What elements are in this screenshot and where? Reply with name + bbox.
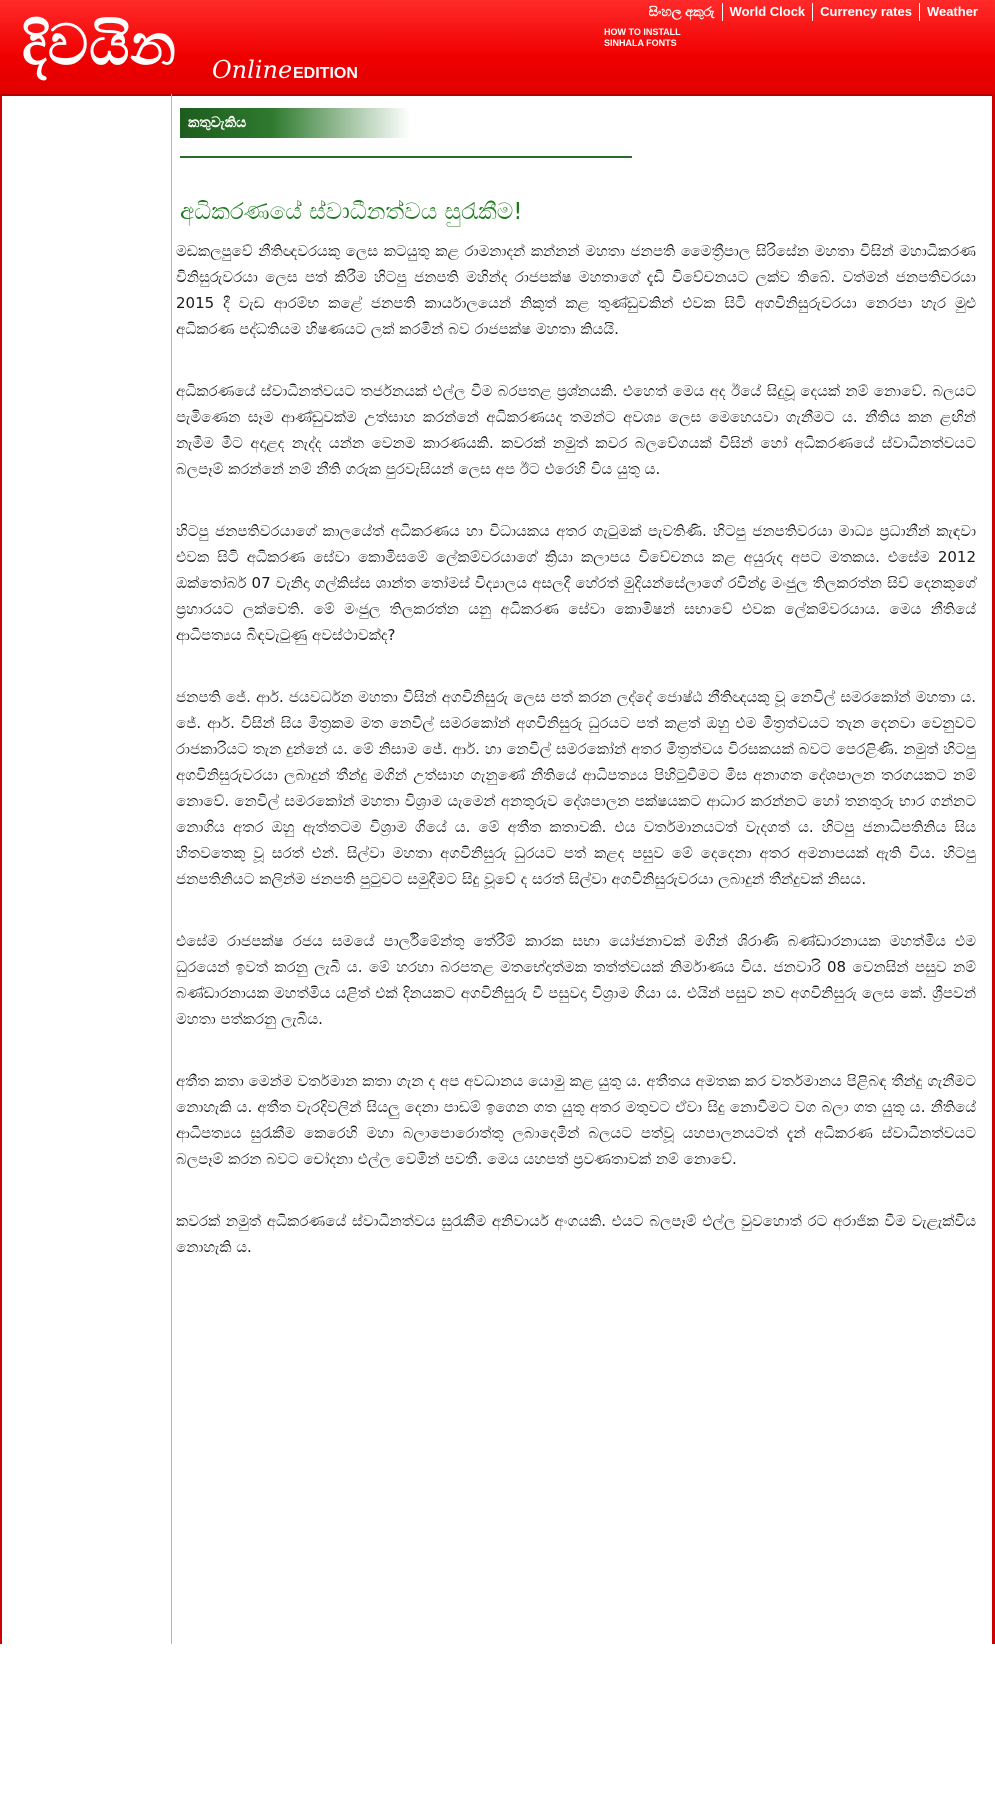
article-paragraph: ජනපති ජේ. ආර්. ජයවර්ධන මහතා විසින් අගවිනිසුරු ලෙස පත් කරන ලද්දේ ජොෂ්ඨ නීතිඥයකු වූ නෙවිල් සමරකෝන් මහතා ය. ජේ. ආර්. විසින් සිය මිත්‍රකම මත නෙවිල් සමරකෝන් අගවිනිසුරු ධුරයට පත් කළත් ඔහු එම මිත්‍රත්වයට තැන දෙනවා වෙනුවට රාජකාරියට තැන දුන්නේ ය. මේ නිසාම ජේ. ආර්. හා නෙවිල් සමරකෝන් අතර මිත්‍රත්වය විරසකයක් බවට පෙරළිණි. නමුත් හිටපු අගවිනිසුරුවරයා ලබාදුන් තීන්දු මගින් උත්සාහ ගැනුණේ නීතියේ ආධිපත්‍යය පිහිටුවීමට මිස අනාගත දේශපාලන තරගයකට නම් නොවේ. නෙවිල් සමරකෝන් මහතා විශ්‍රාම යැමෙන් අනතුරුව දේශපාලන පක්ෂයකට ආධාර කරන්නට හෝ තනතුරු භාර ගන්නට නොගිය අතර ඔහු ඇත්තටම විශ්‍රාම ගියේ ය. මේ අතීත කතාවකි. එය වර්තමානයටත් වැදගත් ය. හිටපු ජනාධිපතිනිය සිය හිතවතෙකු වූ සරත් එන්. සිල්වා මහතා අගවිනිසුරු ධුරයට පත් කළද පසුව මේ දෙදෙනා අතර අමනාපයක් ඇති විය. හිටපු ජනපතිනියට කලින්ම ජනපති පුටුවට සමුදීමට සිදු වූවේ ද සරත් සිල්වා අගවිනිසුරුවරයා ලබාදුන් තීන්දුවක් නිසය. [176,688,976,888]
section-tab [180,108,410,138]
top-nav [642,2,985,22]
article-paragraph: අතීත කතා මෙන්ම වර්තමාන කතා ගැන ද අප අවධානය යොමු කළ යුතු ය. අතීතය අමතක කර වර්තමානය පිළිබඳ තීන්දු ගැනීමට නොහැකි ය. අතීත වැරදිවලින් සියලු දෙනා පාඩම් ඉගෙන ගත යුතු අතර මතුවට ඒවා සිදු නොවීමට වග බලා ගත යුතු ය. නීතියේ ආධිපත්‍යය සුරැකීම කෙරෙහි මහා බලාපොරොත්තු ලබාදෙමින් බලයට පත්වූ යහපාලනයටත් දැන් අධිකරණ ස්වාධීනත්වයට බලපෑම් කරන බවට චෝදනා එල්ල වෙමින් පවතී. මෙය යහපත් ප්‍රවණතාවක් නම් නොවේ. [176,1072,976,1168]
article-paragraph: හිටපු ජනපතිවරයාගේ කාලයේත් අධිකරණය හා විධායකය අතර ගැටුමක් පැවතිණි. හිටපු ජනපතිවරයා මාධ්‍ය ප්‍රධානීන් කැඳවා එවක සිටි අධිකරණ සේවා කොමිසමේ ලේකම්වරයාගේ ක්‍රියා කලාපය විවේචනය කළ අයුරුද අපට මතකය. එසේම 2012 ඔක්තෝබර් 07 වැනිදා ගල්කිස්ස ශාන්ත තෝමස් විද්‍යාලය අසලදී හේරත් මුදියන්සේලාගේ රවීන්ද්‍ර මංජුල තිලකරත්න සිව් දෙනකුගේ ප්‍රහාරයට ලක්වෙති. මේ මංජුල තිලකරත්න යනු අධිකරණ සේවා කොමිෂන් සභාවේ එවක ලේකම්වරයාය. මෙය නීතියේ ආධිපත්‍යය බිඳවැටුණු අවස්ථාවක්ද? [176,522,976,644]
article-title: අධිකරණයේ ස්වාධීනත්වය සුරැකීම! [180,199,523,225]
section-label: කතුවැකිය [188,115,247,131]
nav-weather-link[interactable]: Weather [919,3,985,21]
left-border [0,94,2,1644]
nav-world-clock-link[interactable]: World Clock [722,3,813,21]
nav-sinhala-fonts-link[interactable]: සිංහල අකුරු [648,4,715,19]
column-divider [171,94,172,1644]
logo-online-text: Online [212,56,293,84]
title-divider [180,156,632,158]
article-paragraph: අධිකරණයේ ස්වාධීනත්වයට තර්ජනයක් එල්ල වීම බරපතළ ප්‍රශ්නයකි. එහෙත් මෙය අද ඊයේ සිදුවූ දෙයක් නම් නොවේ. බලයට පැමිණෙන සෑම ආණ්ඩුවක්ම උත්සාහ කරන්නේ අධිකරණයද තමන්ට අවශ්‍ය ලෙස මෙහෙයවා ගැනීමට ය. නීතිය කන ළඟින් නැමීම මීට අදාළද නැද්ද යන්න වෙනම කාරණයකි. කවරක් නමුත් කවර බලවේගයක් විසින් හෝ අධිකරණයේ ස්වාධීනත්වයට බලපෑම් කරන්නේ නම් නීති ගරුක පුරවැසියන් ලෙස අප ඊට එරෙහි විය යුතු ය. [176,382,976,478]
article-paragraph: කවරක් නමුත් අධිකරණයේ ස්වාධීනත්වය සුරැකීම අනිවාර්ය අංගයකි. එයට බලපෑම් එල්ල වුවහොත් රට අරාජික වීම වැළැක්විය නොහැකි ය. [176,1212,976,1256]
article-paragraph: එසේම රාජපක්ෂ රජය සමයේ පාර්ලිමේන්තු තේරීම් කාරක සභා යෝජනාවක් මගින් ශිරාණි බණ්ඩාරනායක මහත්මිය එම ධුරයෙන් ඉවත් කරනු ලැබී ය. මේ හරහා බරපතළ මතභේදාත්මක තත්ත්වයක් නිර්මාණය විය. ජනවාරි 08 වෙනසින් පසුව නම් බණ්ඩාරනායක මහත්මිය යළිත් එක් දිනයකට අගවිනිසුරු වී පසුවදා විශ්‍රාම ගියා ය. එයින් පසුව නව අගවිනිසුරු ලෙස කේ. ශ්‍රීපවන් මහතා පත්කරනු ලැබීය. [176,932,976,1028]
logo-edition-text: EDITION [293,65,358,82]
site-header [0,0,995,96]
site-logo[interactable]: දිවයින [22,13,177,78]
article-body [176,238,976,1296]
article-paragraph: මඩකලපුවේ නීතිඥවරයකු ලෙස කටයුතු කළ රාමනාදන් කන්නන් මහතා ජනපති මෛත්‍රීපාල සිරිසේන මහතා විසින් මහාධිකරණ විනිසුරුවරයා ලෙස පත් කිරීම හිටපු ජනපති මහින්ද රාජපක්ෂ මහතාගේ දැඩි විවේචනයට ලක්ව තිබේ. වත්මන් ජනපතිවරයා 2015 දී වැඩ ආරම්භ කළේ ජනපති කාර්යාලයෙන් නිකුත් කළ තුණ්ඩුවකින් එවක සිටි අගවිනිසුරුවරයා නෙරපා හැර මුළු අධිකරණ පද්ධතියම හිෂණයට ලක් කරමින් බව රාජපක්ෂ මහතා කියයි. [176,242,976,338]
nav-currency-rates-link[interactable]: Currency rates [812,3,919,21]
install-fonts-link[interactable]: HOW TO INSTALL SINHALA FONTS [604,27,681,48]
